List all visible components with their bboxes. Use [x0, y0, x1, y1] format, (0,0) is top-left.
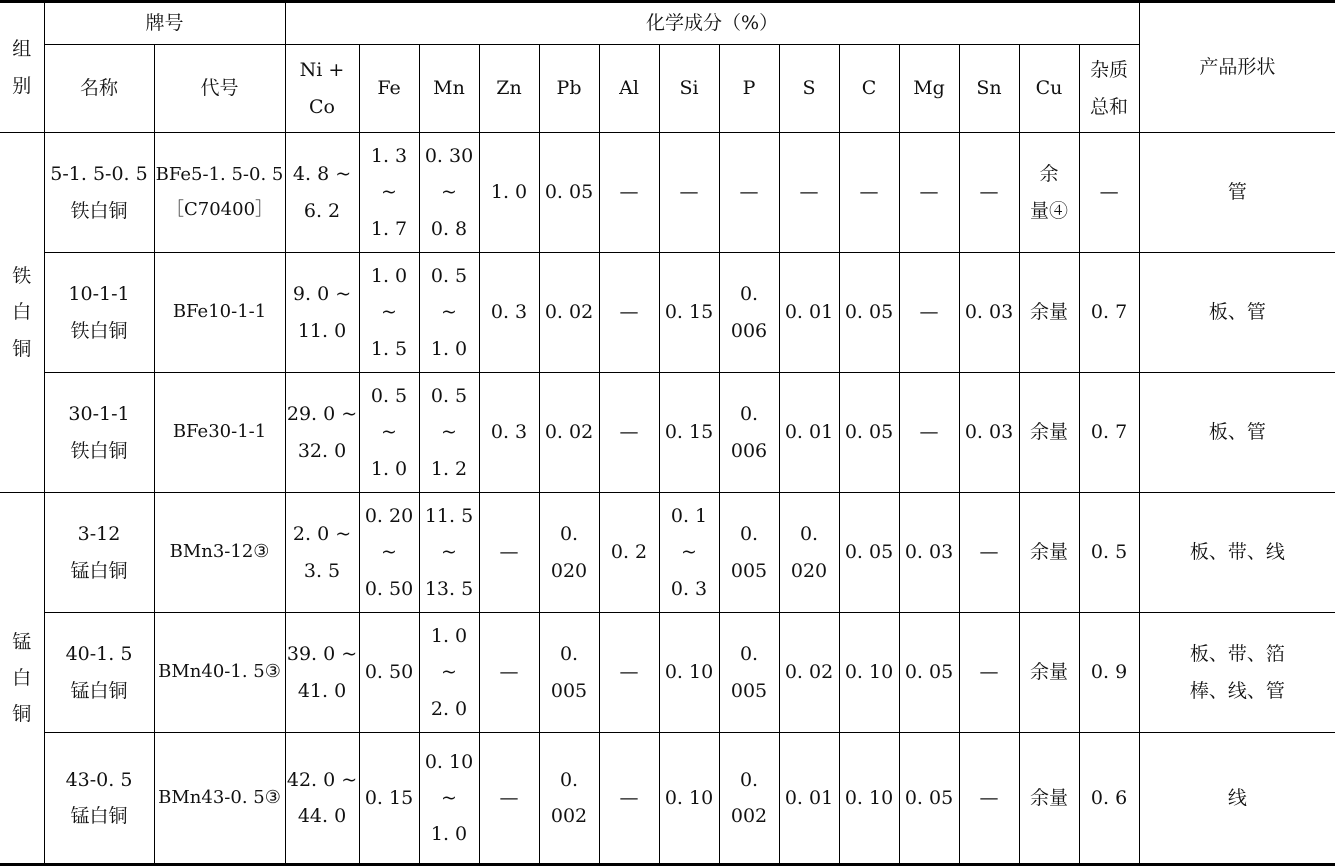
- grade-code-cell: BMn40-1. 5③: [154, 613, 285, 733]
- composition-value-cell: 0. 05: [899, 733, 959, 865]
- element-header-p: P: [719, 45, 779, 133]
- composition-value-cell: —: [479, 733, 539, 865]
- grade-name-cell: 5-1. 5-0. 5 铁白铜: [44, 133, 154, 253]
- grade-code-cell: BMn3-12③: [154, 493, 285, 613]
- composition-value-cell: —: [659, 133, 719, 253]
- composition-value-cell: 0. 1 ~ 0. 3: [659, 493, 719, 613]
- element-header-nico: Ni + Co: [285, 45, 359, 133]
- composition-value-cell: 0. 05: [899, 613, 959, 733]
- grade-code-cell: BFe30-1-1: [154, 373, 285, 493]
- composition-value-cell: 1. 3 ~ 1. 7: [359, 133, 419, 253]
- composition-value-cell: 0. 05: [839, 493, 899, 613]
- composition-value-cell: 0. 02: [539, 253, 599, 373]
- composition-value-cell: 0. 005: [539, 613, 599, 733]
- code-header: 代号: [154, 45, 285, 133]
- table-row: [0, 493, 1335, 613]
- composition-value-cell: 0. 02: [779, 613, 839, 733]
- group-header: 组 别: [0, 2, 44, 133]
- composition-header: 化学成分（%）: [285, 2, 1139, 45]
- composition-value-cell: 0. 9: [1079, 613, 1139, 733]
- composition-value-cell: 0. 01: [779, 373, 839, 493]
- composition-value-cell: 0. 03: [959, 373, 1019, 493]
- composition-value-cell: 0. 006: [719, 253, 779, 373]
- table-row: [0, 733, 1335, 865]
- composition-value-cell: —: [719, 133, 779, 253]
- composition-value-cell: 0. 006: [719, 373, 779, 493]
- composition-value-cell: —: [779, 133, 839, 253]
- composition-value-cell: —: [959, 493, 1019, 613]
- composition-value-cell: —: [899, 253, 959, 373]
- composition-value-cell: —: [839, 133, 899, 253]
- composition-value-cell: —: [899, 373, 959, 493]
- composition-value-cell: 0. 020: [779, 493, 839, 613]
- composition-value-cell: —: [599, 733, 659, 865]
- composition-value-cell: —: [479, 613, 539, 733]
- composition-value-cell: —: [599, 373, 659, 493]
- composition-value-cell: 余量: [1019, 613, 1079, 733]
- composition-value-cell: 0. 2: [599, 493, 659, 613]
- composition-value-cell: 2. 0 ~ 3. 5: [285, 493, 359, 613]
- composition-value-cell: 余 量④: [1019, 133, 1079, 253]
- grade-header: 牌号: [44, 2, 285, 45]
- composition-value-cell: 余量: [1019, 253, 1079, 373]
- composition-value-cell: 0. 005: [719, 613, 779, 733]
- composition-value-cell: 余量: [1019, 493, 1079, 613]
- element-header-si: Si: [659, 45, 719, 133]
- composition-value-cell: —: [479, 493, 539, 613]
- element-header-mg: Mg: [899, 45, 959, 133]
- product-shape-cell: 板、管: [1139, 253, 1335, 373]
- composition-value-cell: 0. 01: [779, 253, 839, 373]
- product-shape-cell: 板、带、线: [1139, 493, 1335, 613]
- element-header-sn: Sn: [959, 45, 1019, 133]
- composition-value-cell: 1. 0 ~ 1. 5: [359, 253, 419, 373]
- group-cell: 锰 白 铜: [0, 493, 44, 865]
- composition-value-cell: —: [599, 133, 659, 253]
- composition-value-cell: 0. 7: [1079, 373, 1139, 493]
- composition-value-cell: —: [899, 133, 959, 253]
- composition-value-cell: 42. 0 ~ 44. 0: [285, 733, 359, 865]
- composition-value-cell: 0. 10 ~ 1. 0: [419, 733, 479, 865]
- composition-value-cell: —: [599, 613, 659, 733]
- composition-value-cell: 0. 002: [539, 733, 599, 865]
- product-shape-header: 产品形状: [1139, 2, 1335, 133]
- table-body: [0, 133, 1335, 865]
- element-header-mn: Mn: [419, 45, 479, 133]
- composition-value-cell: 4. 8 ~ 6. 2: [285, 133, 359, 253]
- composition-value-cell: 0. 01: [779, 733, 839, 865]
- composition-value-cell: 39. 0 ~ 41. 0: [285, 613, 359, 733]
- composition-value-cell: 1. 0 ~ 2. 0: [419, 613, 479, 733]
- element-header-zn: Zn: [479, 45, 539, 133]
- grade-code-cell: BFe10-1-1: [154, 253, 285, 373]
- composition-value-cell: 0. 3: [479, 373, 539, 493]
- table-row: [0, 373, 1335, 493]
- table-row: [0, 253, 1335, 373]
- grade-name-cell: 43-0. 5 锰白铜: [44, 733, 154, 865]
- composition-value-cell: 0. 03: [959, 253, 1019, 373]
- composition-value-cell: 0. 10: [839, 733, 899, 865]
- composition-value-cell: —: [959, 133, 1019, 253]
- grade-name-cell: 40-1. 5 锰白铜: [44, 613, 154, 733]
- product-shape-cell: 板、管: [1139, 373, 1335, 493]
- header-row-2: [0, 45, 1335, 133]
- composition-value-cell: 余量: [1019, 373, 1079, 493]
- composition-value-cell: 0. 05: [539, 133, 599, 253]
- grade-name-cell: 3-12 锰白铜: [44, 493, 154, 613]
- composition-value-cell: 0. 002: [719, 733, 779, 865]
- composition-value-cell: 0. 30 ~ 0. 8: [419, 133, 479, 253]
- element-header-impurities: 杂质 总和: [1079, 45, 1139, 133]
- grade-name-cell: 30-1-1 铁白铜: [44, 373, 154, 493]
- header-row-1: [0, 2, 1335, 45]
- composition-value-cell: 余量: [1019, 733, 1079, 865]
- composition-value-cell: 0. 10: [659, 613, 719, 733]
- composition-value-cell: 0. 20 ~ 0. 50: [359, 493, 419, 613]
- composition-value-cell: 1. 0: [479, 133, 539, 253]
- composition-value-cell: 0. 10: [839, 613, 899, 733]
- composition-value-cell: 9. 0 ~ 11. 0: [285, 253, 359, 373]
- composition-value-cell: 0. 5 ~ 1. 0: [359, 373, 419, 493]
- composition-value-cell: 0. 5 ~ 1. 2: [419, 373, 479, 493]
- composition-value-cell: 0. 15: [659, 373, 719, 493]
- product-shape-cell: 管: [1139, 133, 1335, 253]
- grade-code-cell: BFe5-1. 5-0. 5 ［C70400］: [154, 133, 285, 253]
- element-header-pb: Pb: [539, 45, 599, 133]
- grade-code-cell: BMn43-0. 5③: [154, 733, 285, 865]
- product-shape-cell: 板、带、箔 棒、线、管: [1139, 613, 1335, 733]
- group-cell: 铁 白 铜: [0, 133, 44, 493]
- composition-value-cell: 0. 5 ~ 1. 0: [419, 253, 479, 373]
- product-shape-cell: 线: [1139, 733, 1335, 865]
- element-header-c: C: [839, 45, 899, 133]
- element-header-fe: Fe: [359, 45, 419, 133]
- composition-value-cell: 0. 7: [1079, 253, 1139, 373]
- composition-value-cell: 0. 6: [1079, 733, 1139, 865]
- composition-value-cell: 0. 15: [359, 733, 419, 865]
- composition-value-cell: 0. 50: [359, 613, 419, 733]
- composition-value-cell: 0. 3: [479, 253, 539, 373]
- element-header-cu: Cu: [1019, 45, 1079, 133]
- composition-value-cell: 0. 020: [539, 493, 599, 613]
- composition-value-cell: 0. 005: [719, 493, 779, 613]
- composition-value-cell: —: [599, 253, 659, 373]
- composition-value-cell: 29. 0 ~ 32. 0: [285, 373, 359, 493]
- composition-value-cell: 0. 15: [659, 253, 719, 373]
- element-header-al: Al: [599, 45, 659, 133]
- composition-value-cell: —: [959, 613, 1019, 733]
- composition-value-cell: 0. 03: [899, 493, 959, 613]
- grade-name-cell: 10-1-1 铁白铜: [44, 253, 154, 373]
- table-row: [0, 133, 1335, 253]
- composition-value-cell: 0. 05: [839, 253, 899, 373]
- composition-value-cell: 0. 02: [539, 373, 599, 493]
- composition-value-cell: —: [959, 733, 1019, 865]
- table-row: [0, 613, 1335, 733]
- composition-value-cell: 0. 05: [839, 373, 899, 493]
- composition-value-cell: 11. 5 ~ 13. 5: [419, 493, 479, 613]
- composition-value-cell: —: [1079, 133, 1139, 253]
- composition-value-cell: 0. 10: [659, 733, 719, 865]
- name-header: 名称: [44, 45, 154, 133]
- element-header-s: S: [779, 45, 839, 133]
- composition-value-cell: 0. 5: [1079, 493, 1139, 613]
